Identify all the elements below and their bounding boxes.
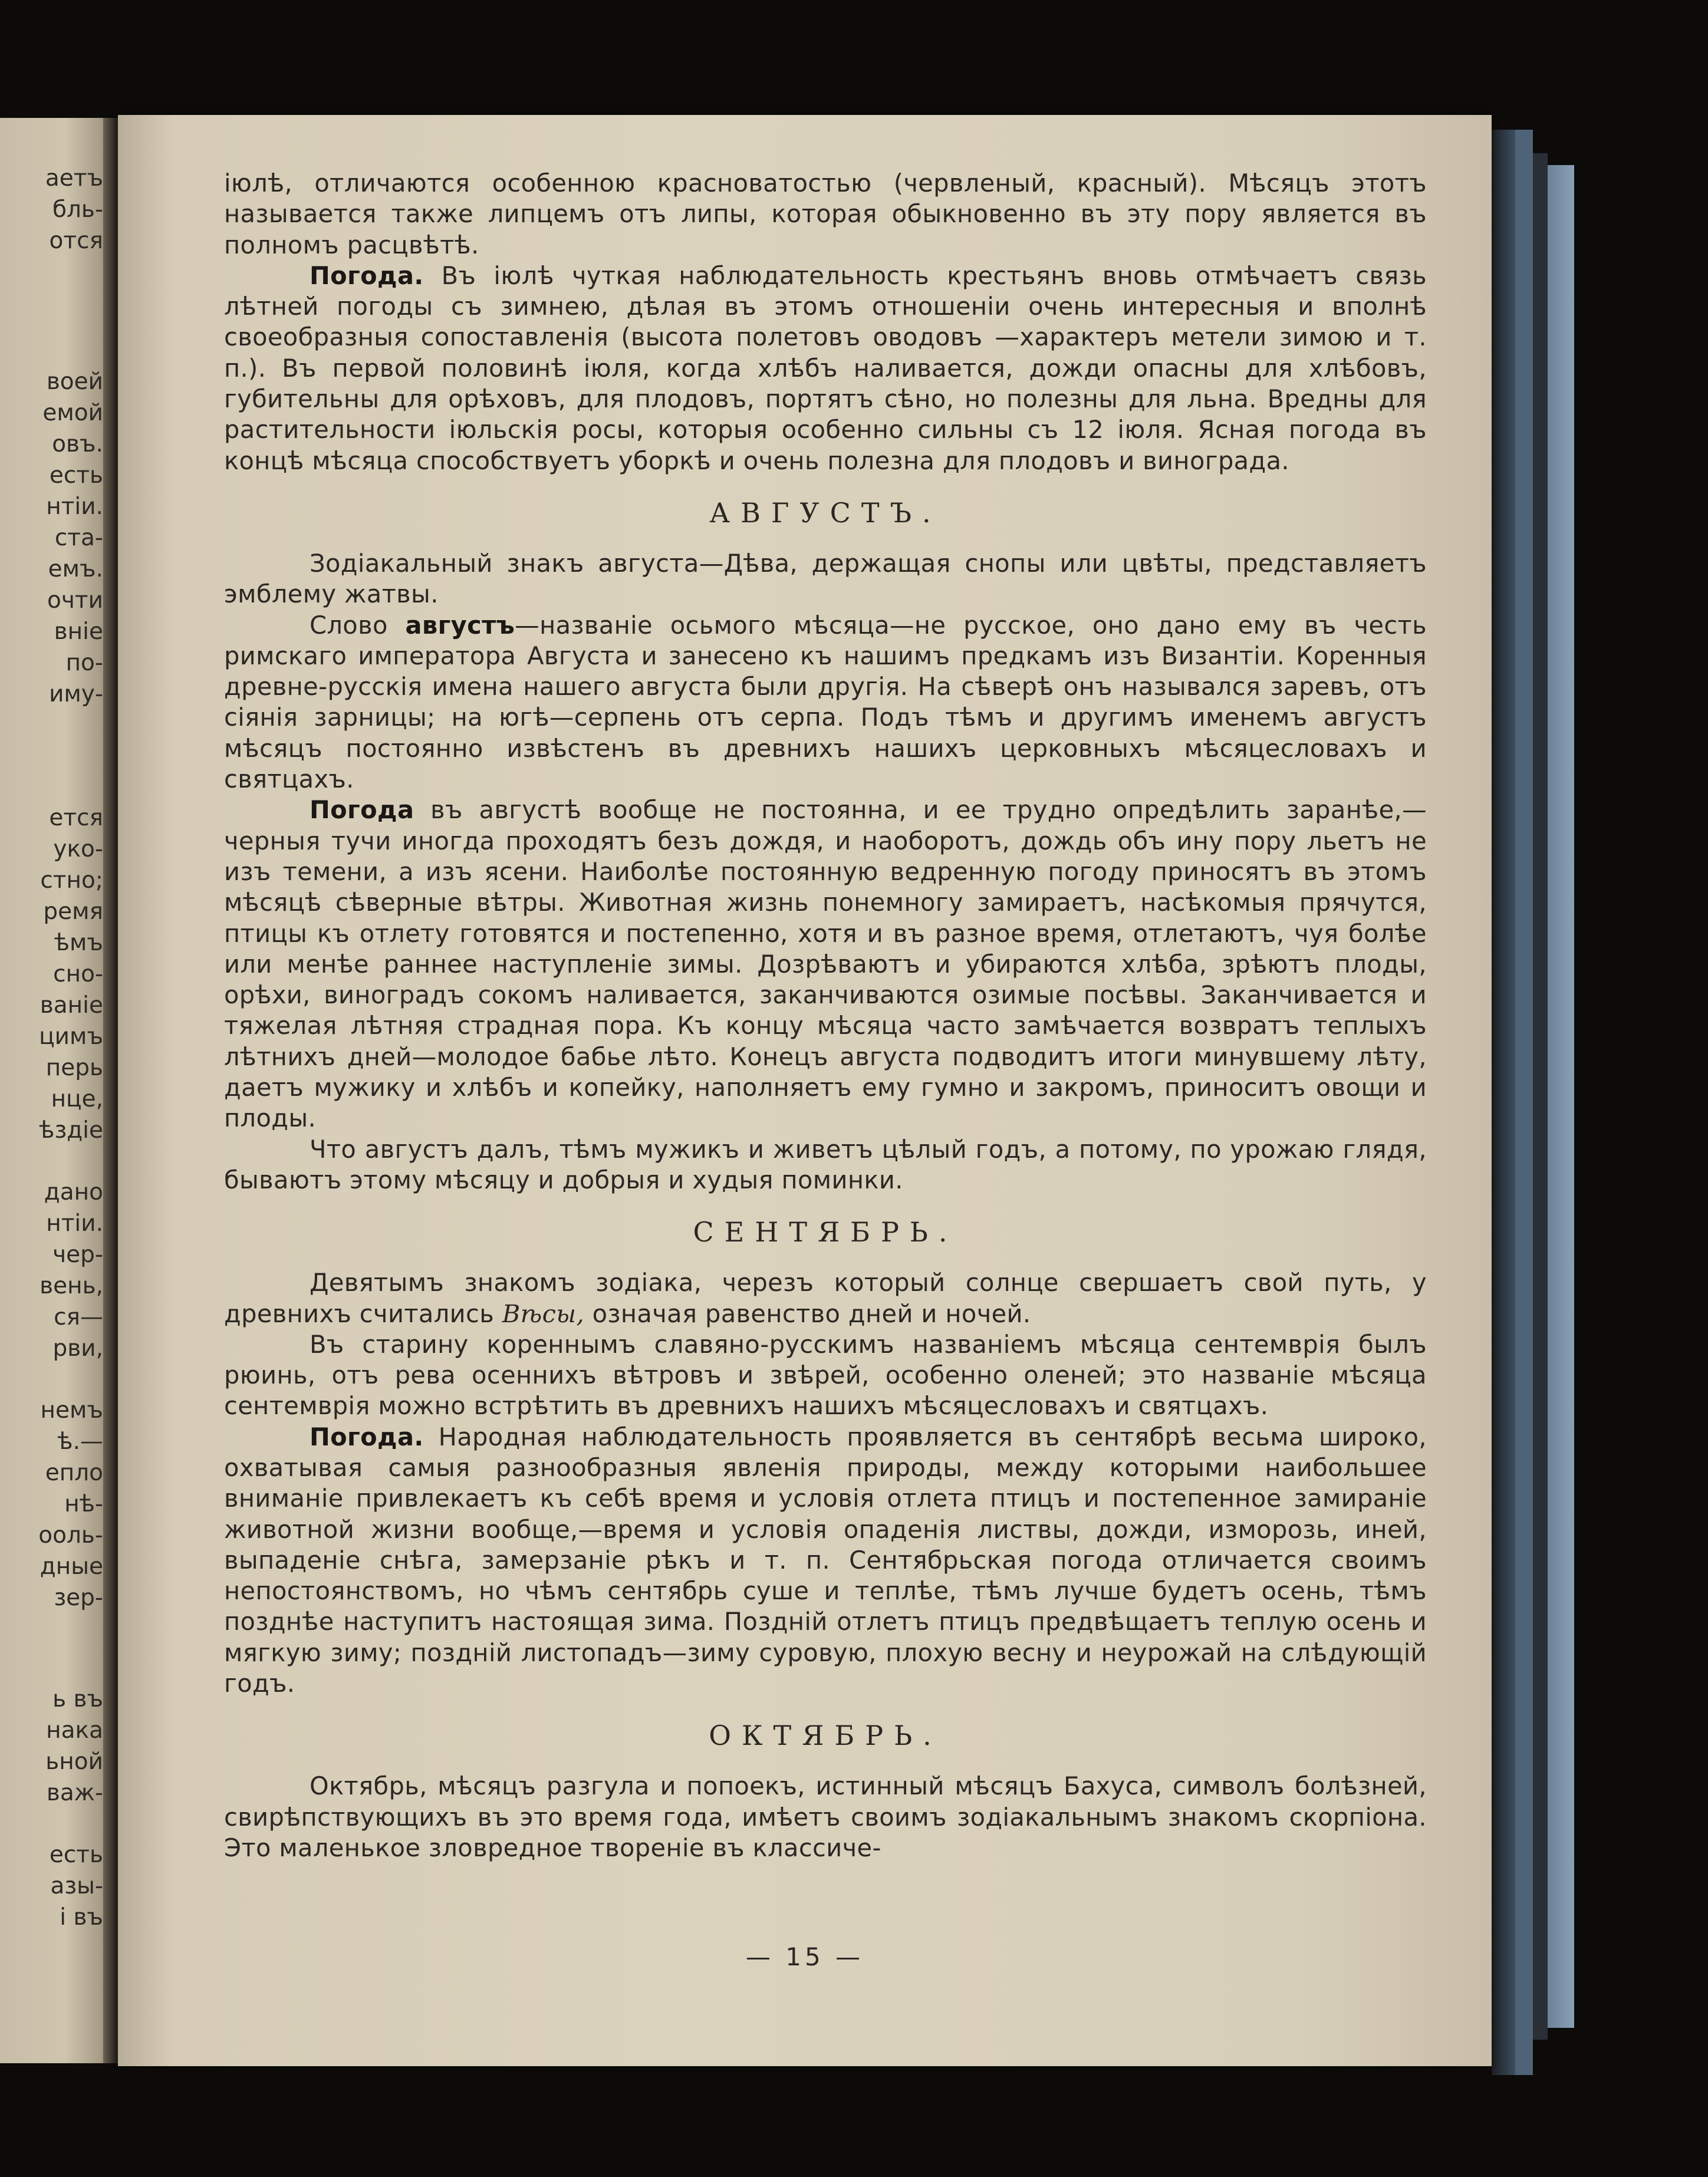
august-word-bold: августъ [405, 610, 515, 640]
august-weather-text: въ августѣ вообще не постоянна, и ее трудно опредѣлить заранѣе,—черныя тучи иногда проходятъ безъ дождя, и наоборотъ, дождь объ ину пору льетъ не изъ темени, а изъ ясени. Наиболѣе постоянную ведренную погоду приносятъ въ этомъ мѣсяцѣ сѣверные вѣтры. Животная жизнь понемногу замираетъ, насѣкомыя прячутся, птицы къ отлету готовятся и постепенно, хотя и въ разное время, отлетаютъ, чуя болѣе или менѣе раннее наступленіе зимы. Дозрѣваютъ и убираются хлѣба, зрѣютъ плоды, орѣхи, виноградъ сокомъ наливается, заканчиваются озимые посѣвы. Заканчивается и тяжелая лѣтняя страдная пора. Къ концу мѣсяца часто замѣчается возвратъ теплыхъ лѣтнихъ дней—молодое бабье лѣто. Конецъ августа подводитъ итоги минувшему лѣту, даетъ мужику и хлѣбъ и копейку, наполняетъ ему гумно и закромъ, приноситъ овощи и плоды. [224, 795, 1427, 1133]
left-page-line: нтіи. [46, 493, 103, 520]
left-page-line: емъ. [48, 556, 103, 582]
left-page-line: по- [65, 650, 103, 676]
left-page-line: перь [45, 1055, 103, 1081]
left-page-line: ьной [45, 1748, 103, 1775]
left-page-line: ваніе [40, 992, 103, 1019]
left-page-line: отся [49, 228, 103, 254]
august-p2-rest: —названіе осьмого мѣсяца—не русское, оно дано ему въ честь римскаго императора Августа и занесено къ нашимъ предкамъ изъ Византіи. Коренныя древне-русскія имена нашего августа были другія. На сѣверѣ онъ назывался заревъ, отъ сіянія зарницы; на югѣ—серпень отъ серпа. Подъ тѣмъ и другимъ именемъ августъ мѣсяцъ постоянно извѣстенъ въ древнихъ нашихъ церковныхъ мѣсяцесловахъ и святцахъ. [224, 610, 1427, 794]
september-paragraph-1 [224, 1267, 1427, 1329]
left-page-line: нѣ- [64, 1491, 103, 1517]
left-page-line: і въ [60, 1904, 103, 1931]
left-page-line: ѣздіе [39, 1117, 103, 1144]
july-weather-paragraph [224, 261, 1427, 476]
left-page-line: нце, [51, 1086, 103, 1112]
left-page-line: овъ. [52, 431, 103, 457]
left-page-line: азы- [50, 1873, 103, 1899]
weather-label: Погода. [310, 261, 424, 290]
left-page-line: сно- [53, 961, 103, 987]
book-edge [1492, 130, 1515, 2075]
left-page-line: бль- [52, 196, 103, 223]
left-page-line: важ- [46, 1780, 103, 1806]
left-page-line: есть [49, 462, 103, 489]
left-page-line: нтіи. [46, 1210, 103, 1237]
august-paragraph-1: Зодіакальный знакъ августа—Дѣва, держащая снопы или цвѣты, представляетъ эмблему жатвы. [224, 548, 1427, 609]
left-page-line: дные [40, 1553, 103, 1580]
july-weather-text: Въ іюлѣ чуткая наблюдательность крестьянъ вновь отмѣчаетъ связь лѣтней погоды съ зимнею, дѣлая въ этомъ отношеніи очень интересныя и вполнѣ своеобразныя сопоставленія (высота полетовъ оводовъ —характеръ метели зимою и т. п.). Въ первой половинѣ іюля, когда хлѣбъ наливается, дожди опасны для хлѣбовъ, губительны для орѣховъ, для плодовъ, портятъ сѣно, но полезны для льна. Вредны для растительности іюльскія росы, которыя особенно сильны съ 12 іюля. Ясная погода въ концѣ мѣсяца способствуетъ уборкѣ и очень полезна для плодовъ и винограда. [224, 261, 1427, 475]
left-page-fragment [0, 118, 118, 2063]
left-page-line: стно; [40, 867, 103, 894]
weather-label: Погода. [310, 1422, 424, 1451]
left-page-line: ся— [54, 1304, 103, 1330]
book-cover-edge [1548, 165, 1574, 2028]
august-paragraph-4: Что августъ далъ, тѣмъ мужикъ и живетъ цѣлый годъ, а потому, по урожаю глядя, бываютъ этому мѣсяцу и добрыя и худыя поминки. [224, 1134, 1427, 1194]
left-page-line: есть [49, 1842, 103, 1868]
left-page-line: ста- [54, 525, 103, 551]
page-text [224, 168, 1427, 1863]
left-page-line: емой [42, 400, 103, 426]
left-page-line: епло [45, 1460, 103, 1486]
left-page-line: вніе [54, 618, 103, 645]
left-page-line: немъ [40, 1397, 103, 1424]
september-p1-start: Девятымъ знакомъ зодіака, черезъ который солнце свершаетъ свой путь, у древнихъ считались [224, 1268, 1427, 1328]
left-page-line: зер- [54, 1585, 103, 1611]
main-page [118, 115, 1492, 2066]
september-weather-text: Народная наблюдательность проявляется въ сентябрѣ весьма широко, охватывая самыя разнообразныя явленія природы, между которыми наибольшее вниманіе привлекаетъ къ себѣ время и условія отлета птицъ и постепенное замираніе животной жизни вообще,—время и условія опаденія листвы, дожди, изморозь, иней, выпаденіе снѣга, замерзаніе рѣкъ и т. п. Сентябрьская погода отличается своимъ непостоянствомъ, но чѣмъ сентябрь суше и теплѣе, тѣмъ лучше будетъ осень, тѣмъ позднѣе наступитъ настоящая зима. Поздній отлетъ птицъ предвѣщаетъ теплую осень и мягкую зиму; поздній листопадъ—зиму суровую, плохую весну и неурожай на слѣдующій годъ. [224, 1422, 1427, 1698]
left-page-line: очти [47, 587, 103, 614]
left-page-line: вень, [40, 1273, 103, 1299]
left-page-line: ь въ [52, 1686, 103, 1712]
weather-label: Погода [310, 795, 414, 825]
august-heading: АВГУСТЪ. [709, 496, 942, 529]
september-heading: СЕНТЯБРЬ. [693, 1216, 958, 1249]
september-p1-end: означая равенство дней и ночей. [584, 1299, 1031, 1328]
october-paragraph-1: Октябрь, мѣсяцъ разгула и попоекъ, истинный мѣсяцъ Бахуса, символъ болѣзней, свирѣпствующихъ въ это время года, имѣетъ своимъ зодіакальнымъ знакомъ скорпіона. Это маленькое зловредное твореніе въ классиче- [224, 1771, 1427, 1862]
left-page-line: аетъ [45, 165, 103, 192]
august-p2-start: Слово [310, 610, 406, 640]
left-page-line: уко- [53, 836, 103, 862]
book-edge [1533, 153, 1548, 2040]
september-weather-paragraph [224, 1422, 1427, 1700]
left-page-line: рви, [52, 1335, 103, 1362]
left-page-line: цимъ [39, 1023, 103, 1050]
august-paragraph-2 [224, 610, 1427, 795]
left-page-line: ется [49, 805, 103, 831]
page-number: — 15 — [745, 1942, 864, 1971]
left-page-line: ѣмъ [54, 930, 103, 956]
left-page-line: чер- [52, 1241, 103, 1268]
left-page-line: дано [44, 1179, 103, 1206]
left-page-line: воей [46, 368, 103, 395]
book-edge [1515, 130, 1533, 2075]
september-italic-word: Вѣсы, [502, 1299, 585, 1328]
left-page-line: иму- [49, 681, 103, 707]
left-page-line: ремя [43, 898, 103, 925]
august-weather-paragraph [224, 795, 1427, 1134]
left-page-line: нака [46, 1717, 103, 1744]
intro-paragraph: іюлѣ, отличаются особенною красноватостью (червленый, красный). Мѣсяцъ этотъ называется также липцемъ отъ липы, которая обыкновенно въ эту пору является въ полномъ расцвѣтѣ. [224, 169, 1427, 259]
october-heading: ОКТЯБРЬ. [709, 1720, 942, 1752]
left-page-line: ѣ.— [57, 1428, 103, 1455]
left-page-line: ооль- [38, 1522, 103, 1549]
september-paragraph-2: Въ старину кореннымъ славяно-русскимъ названіемъ мѣсяца сентемврія былъ рюинь, отъ рева осеннихъ вѣтровъ и звѣрей, особенно оленей; это названіе мѣсяца сентемврія можно встрѣтить въ древнихъ нашихъ мѣсяцесловахъ и святцахъ. [224, 1329, 1427, 1421]
